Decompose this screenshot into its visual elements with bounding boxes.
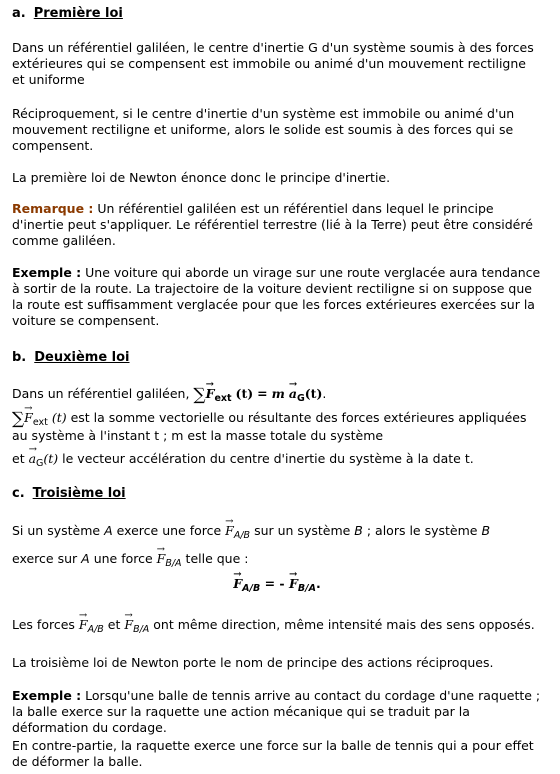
third-law-forces: Les forces → $F_{A/B}$ et → $F_{B/A}$ ont même direction, même intensité mais des sens opposés. [12, 617, 542, 635]
section-letter: a. [12, 6, 26, 21]
sum-symbol: ∑ [193, 385, 206, 405]
paragraph: La première loi de Newton énonce donc le principe d'inertie. [12, 170, 391, 185]
force-vector: → F [79, 617, 88, 633]
exemple [12, 688, 542, 736]
section-b-heading [12, 350, 542, 366]
remarque [12, 201, 542, 249]
section-title: Troisième loi [32, 486, 126, 501]
section-c-heading [12, 486, 542, 502]
force-vector: → F [124, 617, 133, 633]
intro-text: Dans un référentiel galiléen, [12, 386, 190, 401]
third-law-line1: Si un système A exerce une force → $F_{A/B}$ sur un système B ; alors le système B [12, 523, 542, 541]
exemple-text: Lorsqu'une balle de tennis arrive au contact du cordage d'une raquette ; la balle exerce sur la raquette une action mécanique qui se traduit par la déformation du cordage. [12, 688, 541, 735]
force-vector: → F [289, 576, 298, 592]
paragraph: Dans un référentiel galiléen, le centre d'inertie G d'un système soumis à des forces extérieures qui se compensent est immobile ou animé d'un mouvement rectiligne et uniforme [12, 40, 534, 87]
section-letter: c. [12, 486, 25, 501]
exemple [12, 265, 542, 329]
acceleration-vector: → a [289, 386, 297, 402]
force-vector: → F [233, 576, 242, 592]
section-a-heading [12, 6, 542, 22]
exemple-label: Exemple : [12, 265, 82, 280]
section-title: Deuxième loi [34, 350, 130, 365]
remarque-label: Remarque : [12, 201, 94, 216]
paragraph: Réciproquement, si le centre d'inertie d'un système est immobile ou animé d'un mouvement rectiligne et uniforme, alors le solide est soumis à des forces qui se compensent. [12, 106, 515, 153]
third-law-equation: → $F_{A/B}$ = - → $F_{B/A}$. [12, 576, 542, 594]
section-title: Première loi [33, 6, 123, 21]
force-vector: → F [206, 386, 215, 402]
remarque-text: Un référentiel galiléen est un référentiel dans lequel le principe d'inertie peut s'appliquer. Le référentiel terrestre (lié à la Terre) peut être considéré comme galiléen. [12, 201, 533, 248]
section-letter: b. [12, 350, 27, 365]
exemple-text: Une voiture qui aborde un virage sur une route verglacée aura tendance à sortir de la route. La trajectoire de la voiture devient rectiligne si on suppose que la route est suffisamment verglacée pour que les forces extérieures exercées sur la voiture se compensent. [12, 265, 541, 328]
acceleration-vector: → a [29, 451, 36, 467]
force-vector: → F [225, 523, 234, 539]
paragraph: La troisième loi de Newton porte le nom de principe des actions réciproques. [12, 655, 494, 670]
third-law-line2: exerce sur A une force → $F_{B/A}$ telle que : [12, 551, 542, 569]
subscript-ext: ext [214, 393, 232, 404]
second-law-acceleration: et → $a_G(t)$ le vecteur accélération du centre d'inertie du système à la date t. [12, 451, 542, 469]
force-vector: → F [157, 551, 166, 567]
exemple-label: Exemple : [12, 688, 82, 703]
second-law-explanation: ∑→ $F_{ext}$ (t) est la somme vectorielle ou résultante des forces extérieures appliquées au système à l'instant t ; m est la masse totale du système [12, 410, 542, 444]
second-law-formula: Dans un référentiel galiléen, ∑→ $F_{ext}$ $(t) = m \to a_G(t)$. [12, 386, 542, 404]
paragraph: En contre-partie, la raquette exerce une force sur la balle de tennis qui a pour effet de déformer la balle. [12, 738, 534, 769]
force-vector: → F [24, 410, 33, 426]
